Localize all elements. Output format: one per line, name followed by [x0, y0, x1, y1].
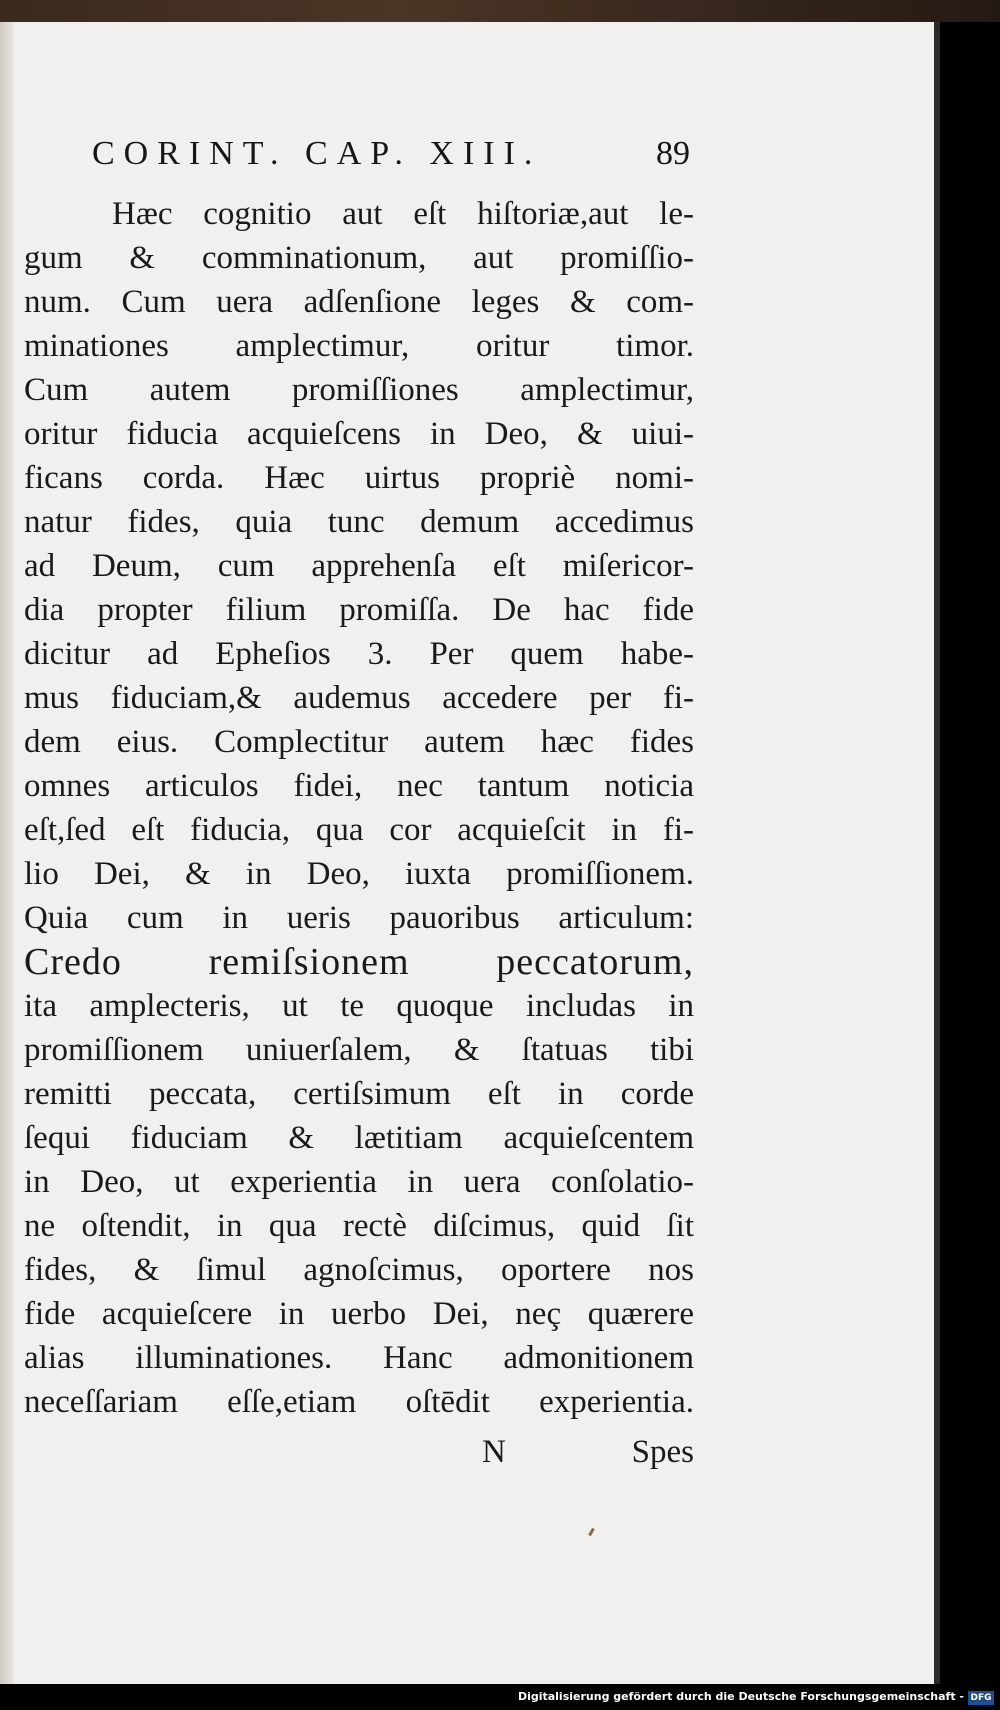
running-head [92, 134, 690, 174]
page-gutter [0, 22, 14, 1684]
text-line: ita amplecteris, ut te quoque includas in [24, 988, 694, 1024]
text-line: oritur fiducia acquieſcens in Deo, & uiui- [24, 416, 694, 452]
body-text [24, 192, 694, 1424]
text-line: lio Dei, & in Deo, iuxta promiſſionem. [24, 856, 694, 892]
signature-mark: N [482, 1434, 506, 1470]
text-line-emphasis: Credo remiſsionem peccatorum, [24, 941, 694, 983]
text-line: remitti peccata, certiſsimum eſt in corde [24, 1076, 694, 1112]
page-edge-shadow [934, 22, 940, 1684]
text-line: dem eius. Complectitur autem hæc fides [24, 724, 694, 760]
text-line: alias illuminationes. Hanc admonitionem [24, 1340, 694, 1376]
text-line: in Deo, ut experientia in uera conſolatio- [24, 1164, 694, 1200]
dfg-logo-icon: DFG [968, 1691, 994, 1705]
text-line: fides, & ſimul agnoſcimus, oportere nos [24, 1252, 694, 1288]
text-line: natur fides, quia tunc demum accedimus [24, 504, 694, 540]
text-line: fide acquieſcere in uerbo Dei, neç quærere [24, 1296, 694, 1332]
text-line: promiſſionem uniuerſalem, & ſtatuas tibi [24, 1032, 694, 1068]
text-line: dia propter filium promiſſa. De hac fide [24, 592, 694, 628]
text-line: minationes amplectimur, oritur timor. [24, 328, 694, 364]
page-number: 89 [656, 135, 690, 172]
catchword: Spes [631, 1434, 694, 1470]
running-head-title: CORINT. CAP. XIII. [92, 135, 542, 172]
text-line: ficans corda. Hæc uirtus propriè nomi- [24, 460, 694, 496]
digitization-credit: Digitalisierung gefördert durch die Deutsche Forschungsgemeinschaft - [517, 1690, 964, 1703]
text-line: Quia cum in ueris pauoribus articulum: [24, 900, 694, 936]
catchline [470, 1430, 694, 1474]
text-line: num. Cum uera adſenſione leges & com- [24, 284, 694, 320]
paper-speck [588, 1528, 595, 1536]
text-line: ne oſtendit, in qua rectè diſcimus, quid ſit [24, 1208, 694, 1244]
text-line: neceſſariam eſſe,etiam oſtēdit experientia. [24, 1384, 694, 1420]
text-line: ſequi fiduciam & lætitiam acquieſcentem [24, 1120, 694, 1156]
text-line: ad Deum, cum apprehenſa eſt miſericor- [24, 548, 694, 584]
text-line: dicitur ad Epheſios 3. Per quem habe- [24, 636, 694, 672]
text-line: omnes articulos fidei, nec tantum noticia [24, 768, 694, 804]
text-line: Hæc cognitio aut eſt hiſtoriæ,aut le- [112, 196, 694, 232]
text-line: eſt,ſed eſt fiducia, qua cor acquieſcit in fi- [24, 812, 694, 848]
book-page [0, 22, 934, 1684]
scan-top-strip [0, 0, 1000, 22]
text-line: mus fiduciam,& audemus accedere per fi- [24, 680, 694, 716]
text-line: gum & comminationum, aut promiſſio- [24, 240, 694, 276]
text-line: Cum autem promiſſiones amplectimur, [24, 372, 694, 408]
